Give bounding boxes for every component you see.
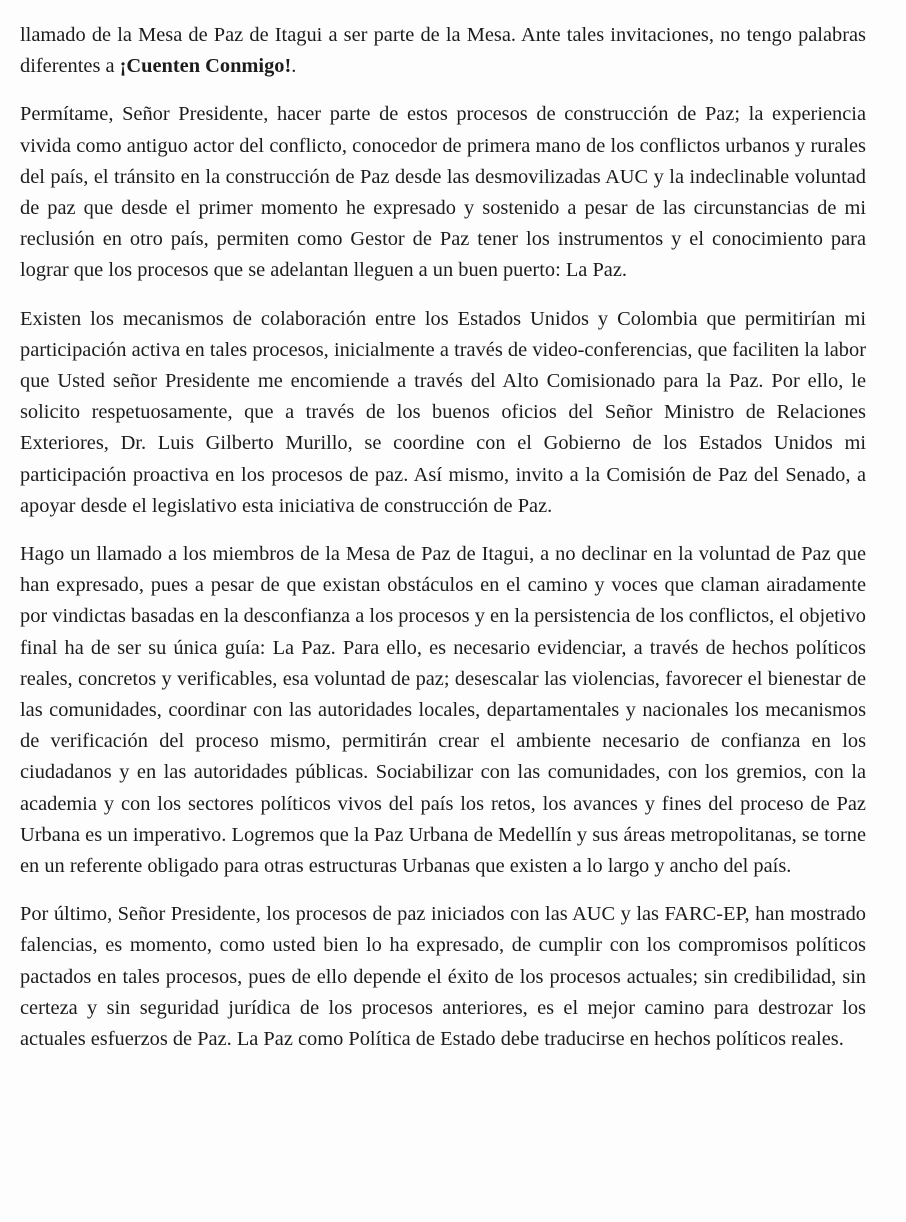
- letter-body: [20, 20, 866, 1072]
- paragraph-1-end: .: [291, 55, 297, 78]
- paragraph-1-text: llamado de la Mesa de Paz de Itagui a ser parte de la Mesa. Ante tales invitaciones, no tengo palabras diferentes a: [20, 24, 866, 78]
- paragraph-2: Permítame, Señor Presidente, hacer parte de estos procesos de construcción de Paz; la experiencia vivida como antiguo actor del conflicto, conocedor de primera mano de los conflictos urbanos y rurales del país, el tránsito en la construcción de Paz desde las desmovilizadas AUC y la indeclinable voluntad de paz que desde el primer momento he expresado y sostenido a pesar de las circunstancias de mi reclusión en otro país, permiten como Gestor de Paz tener los instrumentos y el conocimiento para lograr que los procesos que se adelantan lleguen a un buen puerto: La Paz.: [20, 103, 866, 282]
- paragraph-1-bold-text: ¡Cuenten Conmigo!: [119, 55, 292, 78]
- paragraph-5: Por último, Señor Presidente, los procesos de paz iniciados con las AUC y las FARC-EP, han mostrado falencias, es momento, como usted bien lo ha expresado, de cumplir con los compromisos políticos pactados en tales procesos, pues de ello depende el éxito de los procesos actuales; sin credibilidad, sin certeza y sin seguridad jurídica de los procesos anteriores, es el mejor camino para destrozar los actuales esfuerzos de Paz. La Paz como Política de Estado debe traducirse en hechos políticos reales.: [20, 903, 866, 1051]
- paragraph-1: [20, 20, 866, 82]
- paragraph-3: Existen los mecanismos de colaboración entre los Estados Unidos y Colombia que permitirían mi participación activa en tales procesos, inicialmente a través de video-conferencias, que faciliten la labor que Usted señor Presidente me encomiende a través del Alto Comisionado para la Paz. Por ello, le solicito respetuosamente, que a través de los buenos oficios del Señor Ministro de Relaciones Exteriores, Dr. Luis Gilberto Murillo, se coordine con el Gobierno de los Estados Unidos mi participación proactiva en los procesos de paz. Así mismo, invito a la Comisión de Paz del Senado, a apoyar desde el legislativo esta iniciativa de construcción de Paz.: [20, 307, 866, 517]
- paragraph-4: Hago un llamado a los miembros de la Mesa de Paz de Itagui, a no declinar en la voluntad de Paz que han expresado, pues a pesar de que existan obstáculos en el camino y voces que claman airadamente por vindictas basadas en la desconfianza a los procesos y en la persistencia de los conflictos, el objetivo final ha de ser su única guía: La Paz. Para ello, es necesario evidenciar, a través de hechos políticos reales, concretos y verificables, esa voluntad de paz; desescalar las violencias, favorecer el bienestar de las comunidades, coordinar con las autoridades locales, departamentales y nacionales los mecanismos de verificación del proceso mismo, permitirán crear el ambiente necesario de confianza en los ciudadanos y en las autoridades públicas. Sociabilizar con las comunidades, con los gremios, con la academia y con los sectores políticos vivos del país los retos, los avances y fines del proceso de Paz Urbana es un imperativo. Logremos que la Paz Urbana de Medellín y sus áreas metropolitanas, se torne en un referente obligado para otras estructuras Urbanas que existen a lo largo y ancho del país.: [20, 543, 866, 878]
